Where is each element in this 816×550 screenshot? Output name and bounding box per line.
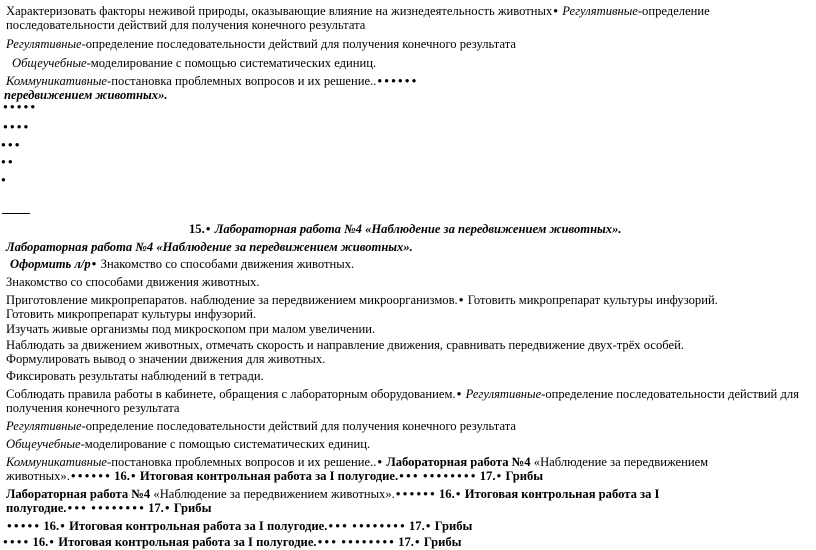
bullet-icon (33, 519, 40, 533)
bullet-icon (20, 519, 27, 533)
bullet-icon (404, 74, 411, 88)
line-lab-title: Лабораторная работа №4 «Наблюдение за передвижением животных». (6, 240, 413, 254)
bullet-icon (0, 138, 7, 152)
line-lesson-15: 15.● Лабораторная работа №4 «Наблюдение за передвижением животных». (189, 222, 812, 236)
bullet-icon (330, 535, 337, 549)
line-semester-17: полугодие.● ● ● ● ● ● ● ● ● ● ● 17.● Грибы (6, 501, 812, 515)
bullet-icon (70, 469, 77, 483)
line-result-2: получения конечного результата (6, 401, 180, 415)
line-regulative-2: Регулятивные-определение последовательности действий для получения конечного результата (6, 419, 516, 433)
line-animals-16-17: животных».● ● ● ● ● ● 16.● Итоговая контрольная работа за I полугодие.● ● ● ● ● ● ● ● ● ● ● 17.● Грибы (6, 469, 812, 483)
line-acquaint: Знакомство со способами движения животных. (6, 275, 260, 289)
bullet-row-5 (2, 100, 812, 114)
bullet-icon (429, 487, 436, 501)
line-observe: Наблюдать за движением животных, отмечать скорость и направление движения, сравнивать передвижение двух-трёх особей. (6, 338, 684, 352)
bullet-icon (138, 501, 145, 515)
line-general-1: Общеучебные-моделирование с помощью систематических единиц. (12, 56, 377, 70)
bullet-row-4 (2, 120, 812, 134)
line-16-17-a: ● ● ● ● ● 16.● Итоговая контрольная работа за I полугодие.● ● ● ● ● ● ● ● ● ● ● 17.● Грибы (6, 519, 812, 533)
bullet-icon (361, 535, 368, 549)
line-lab-16: Лабораторная работа №4 «Наблюдение за передвижением животных».● ● ● ● ● ● 16.● Итоговая контрольная работа за I (6, 487, 812, 501)
bullet-icon (16, 535, 23, 549)
bullet-icon (16, 120, 23, 134)
bullet-icon (347, 535, 354, 549)
bullet-icon (397, 74, 404, 88)
bullet-icon (59, 519, 66, 533)
line-general-2: Общеучебные-моделирование с помощью систематических единиц. (6, 437, 371, 451)
bullet-icon (80, 501, 87, 515)
bullet-icon (456, 387, 463, 401)
line-rules: Соблюдать правила работы в кабинете, обращения с лабораторным оборудованием.● Регулятивные-определение последовательности действий для (6, 387, 812, 401)
bullet-icon (9, 120, 16, 134)
bullet-icon (392, 519, 399, 533)
bullet-icon (23, 120, 30, 134)
bullet-icon (164, 501, 171, 515)
bullet-row-3 (0, 138, 812, 152)
bullet-icon (458, 293, 465, 307)
bullet-icon (104, 501, 111, 515)
bullet-icon (9, 100, 16, 114)
bullet-icon (351, 519, 358, 533)
bullet-icon (470, 469, 477, 483)
bullet-icon (425, 519, 432, 533)
bullet-icon (358, 519, 365, 533)
line-communicative-2: Коммуникативные-постановка проблемных вопросов и их решение..● Лабораторная работа №4 «Наблюдение за передвижением (6, 455, 812, 469)
bullet-icon (97, 501, 104, 515)
bullet-icon (414, 535, 421, 549)
bullet-row-1 (0, 173, 812, 187)
bullet-icon (14, 138, 21, 152)
bullet-icon (2, 120, 9, 134)
line-16-17-b: ● ● ● ● 16.● Итоговая контрольная работа за I полугодие.● ● ● ● ● ● ● ● ● ● ● 17.● Грибы (2, 535, 812, 549)
bullet-icon (29, 100, 36, 114)
bullet-icon (398, 469, 405, 483)
bullet-icon (395, 487, 402, 501)
line-factors: Характеризовать факторы неживой природы, оказывающие влияние на жизнедеятельность животных● Регулятивные-определение (6, 4, 812, 18)
line-movement: передвижением животных». (4, 88, 168, 102)
bullet-icon (354, 535, 361, 549)
bullet-row-2 (0, 155, 812, 169)
bullet-icon (13, 519, 20, 533)
line-record: Фиксировать результаты наблюдений в тетради. (6, 369, 264, 383)
line-conclusion: Формулировать вывод о значении движения для животных. (6, 352, 326, 366)
bullet-icon (376, 455, 383, 469)
bullet-icon (16, 100, 23, 114)
bullet-icon (111, 501, 118, 515)
line-prepare-infusoria: Готовить микропрепарат культуры инфузорий. (6, 307, 257, 321)
bullet-icon (6, 519, 13, 533)
divider (2, 213, 30, 214)
bullet-icon (411, 74, 418, 88)
bullet-icon (412, 469, 419, 483)
bullet-icon (456, 469, 463, 483)
bullet-icon (48, 535, 55, 549)
line-format: Оформить л/р● Знакомство со способами движения животных. (10, 257, 812, 271)
bullet-icon (463, 469, 470, 483)
bullet-icon (2, 535, 9, 549)
bullet-icon (91, 257, 98, 271)
bullet-icon (77, 469, 84, 483)
bullet-icon (399, 519, 406, 533)
bullet-icon (0, 155, 7, 169)
line-microscope: Изучать живые организмы под микроскопом при малом увеличении. (6, 322, 376, 336)
bullet-icon (455, 487, 462, 501)
line-communicative-1: Коммуникативные-постановка проблемных вопросов и их решение..● ● ● ● ● ● (6, 74, 812, 88)
line-preparation: Приготовление микропрепаратов. наблюдение за передвижением микроорганизмов.● Готовить микропрепарат культуры инфузорий. (6, 293, 812, 307)
bullet-icon (388, 535, 395, 549)
bullet-icon (429, 469, 436, 483)
bullet-icon (422, 487, 429, 501)
line-result: последовательности действий для получения конечного результата (6, 18, 366, 32)
bullet-icon (552, 4, 559, 18)
bullet-icon (405, 469, 412, 483)
bullet-icon (104, 469, 111, 483)
bullet-icon (341, 519, 348, 533)
bullet-icon (422, 469, 429, 483)
bullet-icon (130, 469, 137, 483)
bullet-icon (9, 535, 16, 549)
bullet-icon (7, 138, 14, 152)
bullet-icon (495, 469, 502, 483)
bullet-icon (365, 519, 372, 533)
line-regulative-1: Регулятивные-определение последовательности действий для получения конечного результата (6, 37, 516, 51)
bullet-icon (7, 155, 14, 169)
bullet-icon (205, 222, 212, 236)
bullet-icon (390, 74, 397, 88)
bullet-icon (0, 173, 7, 187)
bullet-icon (90, 501, 97, 515)
bullet-icon (23, 535, 30, 549)
bullet-icon (2, 100, 9, 114)
